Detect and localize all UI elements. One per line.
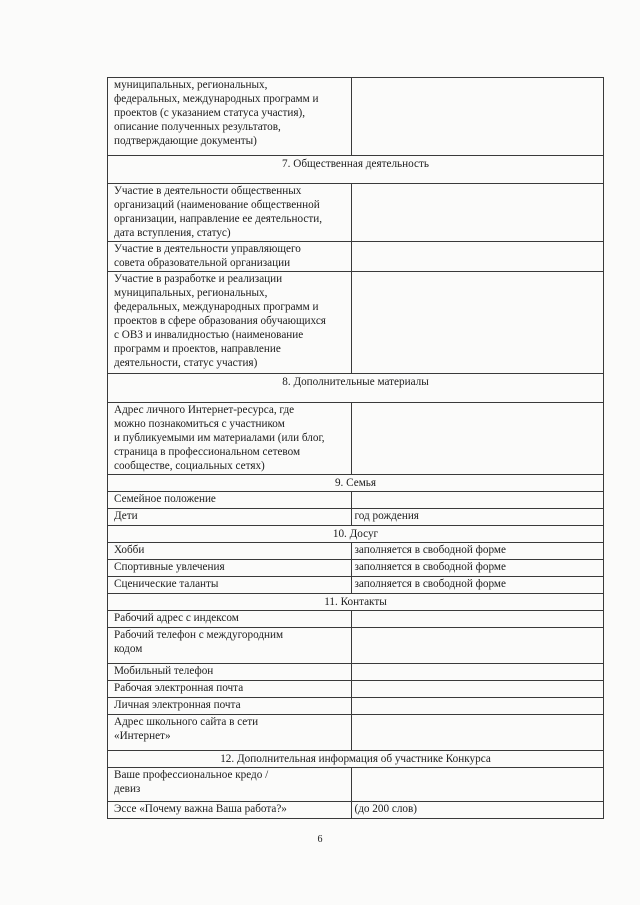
form-row: [108, 628, 604, 664]
section-header-row: [108, 751, 604, 768]
field-value: заполняется в свободной форме: [352, 577, 604, 594]
field-value: [352, 184, 604, 242]
field-label: Рабочий телефон с междугородним кодом: [108, 628, 352, 664]
field-value: [352, 664, 604, 681]
field-value: [352, 611, 604, 628]
section-header-row: [108, 156, 604, 184]
form-row: [108, 664, 604, 681]
field-label: Семейное положение: [108, 492, 352, 509]
form-row: [108, 715, 604, 751]
field-value: [352, 492, 604, 509]
form-row: [108, 698, 604, 715]
form-row: [108, 560, 604, 577]
field-value: [352, 681, 604, 698]
form-row: [108, 509, 604, 526]
field-label: муниципальных, региональных, федеральных, международных программ и проектов (с указанием статуса участия), описание полученных результатов, подтверждающие документы): [108, 78, 352, 156]
form-row: [108, 272, 604, 374]
section-title: 8. Дополнительные материалы: [108, 374, 604, 403]
section-header-row: [108, 526, 604, 543]
section-header-row: [108, 374, 604, 403]
form-row: [108, 242, 604, 272]
field-label: Ваше профессиональное кредо / девиз: [108, 768, 352, 802]
section-header-row: [108, 594, 604, 611]
section-title: 11. Контакты: [108, 594, 604, 611]
section-header-row: [108, 475, 604, 492]
field-label: Участие в разработке и реализации муниципальных, региональных, федеральных, международных программ и проектов в сфере образования обучающихся с ОВЗ и инвалидностью (наименование программ и проектов, направление деятельности, статус участия): [108, 272, 352, 374]
form-row: [108, 78, 604, 156]
questionnaire-table: [107, 77, 604, 819]
field-label: Личная электронная почта: [108, 698, 352, 715]
field-label: Рабочая электронная почта: [108, 681, 352, 698]
field-label: Спортивные увлечения: [108, 560, 352, 577]
field-label: Сценические таланты: [108, 577, 352, 594]
section-title: 7. Общественная деятельность: [108, 156, 604, 184]
field-value: [352, 628, 604, 664]
field-label: Эссе «Почему важна Ваша работа?»: [108, 802, 352, 819]
field-label: Участие в деятельности общественных организаций (наименование общественной организации, направление ее деятельности, дата вступления, статус): [108, 184, 352, 242]
section-title: 10. Досуг: [108, 526, 604, 543]
field-value: [352, 272, 604, 374]
form-row: [108, 802, 604, 819]
field-value: [352, 715, 604, 751]
page-number: 6: [317, 834, 323, 845]
section-title: 12. Дополнительная информация об участнике Конкурса: [108, 751, 604, 768]
form-row: [108, 681, 604, 698]
field-value: [352, 403, 604, 475]
field-value: [352, 698, 604, 715]
questionnaire-table-body: [108, 78, 604, 819]
field-label: Адрес школьного сайта в сети «Интернет»: [108, 715, 352, 751]
form-row: [108, 768, 604, 802]
field-label: Дети: [108, 509, 352, 526]
form-row: [108, 611, 604, 628]
field-value: год рождения: [352, 509, 604, 526]
field-value: (до 200 слов): [352, 802, 604, 819]
field-label: Рабочий адрес с индексом: [108, 611, 352, 628]
field-value: [352, 768, 604, 802]
field-value: [352, 242, 604, 272]
field-label: Мобильный телефон: [108, 664, 352, 681]
field-label: Адрес личного Интернет-ресурса, где можно познакомиться с участником и публикуемыми им материалами (или блог, страница в профессиональном сетевом сообществе, социальных сетях): [108, 403, 352, 475]
form-row: [108, 543, 604, 560]
form-row: [108, 577, 604, 594]
document-sheet: [107, 77, 604, 819]
field-label: Участие в деятельности управляющего совета образовательной организации: [108, 242, 352, 272]
form-row: [108, 492, 604, 509]
form-row: [108, 184, 604, 242]
field-value: [352, 78, 604, 156]
field-value: заполняется в свободной форме: [352, 560, 604, 577]
section-title: 9. Семья: [108, 475, 604, 492]
field-label: Хобби: [108, 543, 352, 560]
form-row: [108, 403, 604, 475]
field-value: заполняется в свободной форме: [352, 543, 604, 560]
